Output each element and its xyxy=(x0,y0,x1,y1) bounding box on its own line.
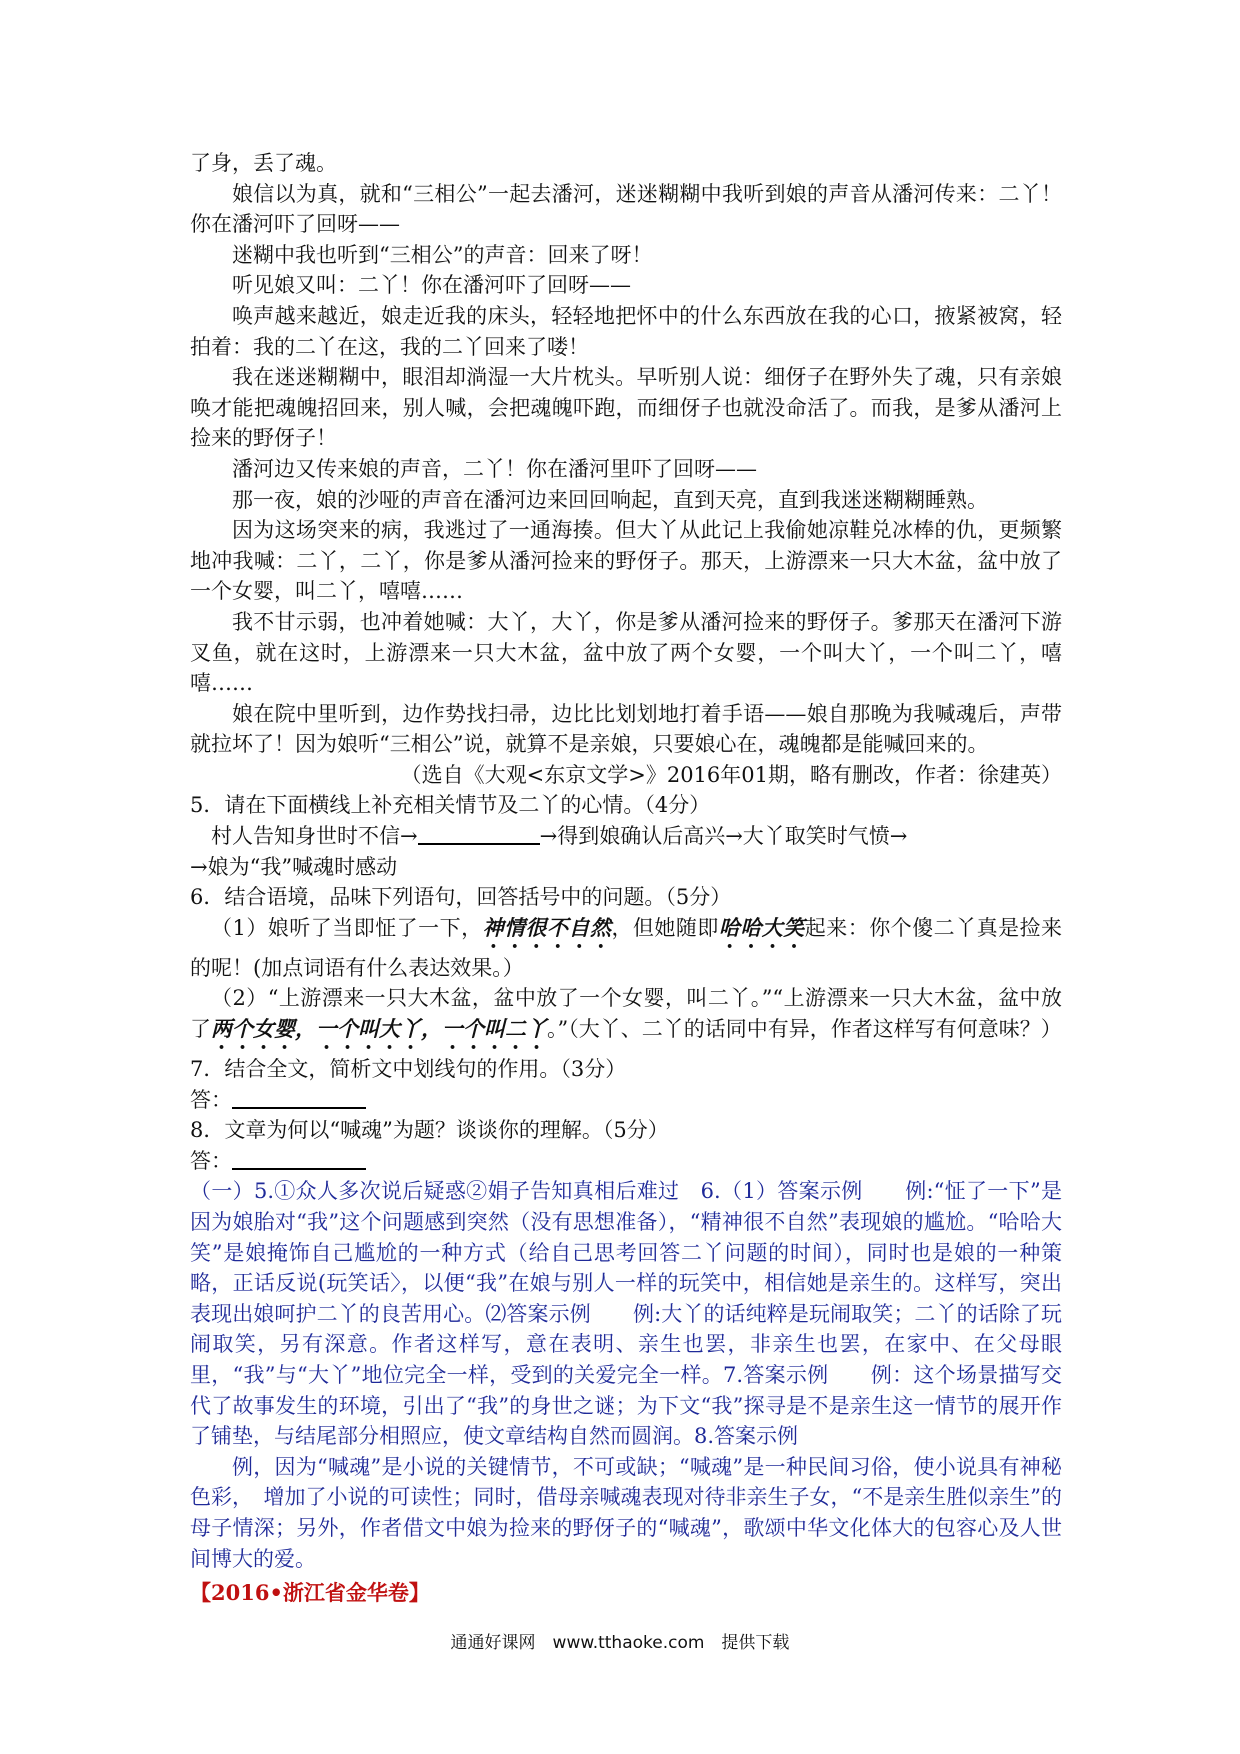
answer-blank[interactable] xyxy=(232,1087,366,1109)
story-paragraph: 迷糊中我也听到“三相公”的声音：回来了呀！ xyxy=(232,242,653,267)
question-5-line xyxy=(190,821,1062,852)
story-paragraph: 娘信以为真，就和“三相公”一起去潘河，迷迷糊糊中我听到娘的声音从潘河传来：二丫！你在潘河吓了回呀—— xyxy=(190,181,1062,237)
story-paragraph: 那一夜，娘的沙哑的声音在潘河边来回回响起，直到天亮，直到我迷迷糊糊睡熟。 xyxy=(232,487,988,512)
story-paragraph: 潘河边又传来娘的声音，二丫！你在潘河里吓了回呀—— xyxy=(232,456,757,481)
answer-block: 例，因为“喊魂”是小说的关键情节，不可或缺；“喊魂”是一种民间习俗，使小说具有神秘色彩， 增加了小说的可读性；同时，借母亲喊魂表现对待非亲生子女，“不是亲生胜似亲生”的母子情深；另外，作者借文中娘为捡来的野伢子的“喊魂”，歌颂中华文化体大的包容心及人世间博大的爱。 xyxy=(190,1454,1062,1571)
question-8: 8．文章为何以“喊魂”为题？谈谈你的理解。（5分） xyxy=(190,1118,669,1143)
story-paragraph: 娘在院中里听到，边作势找扫帚，边比比划划地打着手语——娘自那晚为我喊魂后，声带就拉坏了！因为娘听“三相公”说，就算不是亲娘，只要娘心在，魂魄都是能喊回来的。 xyxy=(190,701,1062,757)
story-paragraph: 我不甘示弱，也冲着她喊：大丫，大丫，你是爹从潘河捡来的野伢子。爹那天在潘河下游叉鱼，就在这时，上游漂来一只大木盆，盆中放了两个女婴，一个叫大丫，一个叫二丫，嘻嘻…… xyxy=(190,609,1062,696)
question-6-2 xyxy=(190,983,1062,1054)
answer-blank[interactable] xyxy=(418,823,540,845)
q6-2-text: 。”（大丫、二丫的话同中有异，作者这样写有何意味？） xyxy=(547,1017,1062,1042)
citation: （选自《大观<东京文学>》2016年01期，略有删改，作者：徐建英） xyxy=(400,762,1062,787)
story-paragraph: 因为这场突来的病，我逃过了一通海揍。但大丫从此记上我偷她凉鞋兑冰棒的仇，更频繁地冲我喊：二丫，二丫，你是爹从潘河捡来的野伢子。那天，上游漂来一只大木盆，盆中放了一个女婴，叫二丫，嘻嘻…… xyxy=(190,518,1062,604)
emphasis-phrase: 哈哈大笑 xyxy=(718,914,805,940)
emphasis-phrase: 神情很不自然 xyxy=(482,914,612,940)
answer-label: 答： xyxy=(190,1148,232,1173)
q5-text-c: →娘为“我”喊魂时感动 xyxy=(190,854,398,879)
source-tag: 【2016•浙江省金华卷】 xyxy=(190,1580,430,1606)
story-paragraph: 我在迷迷糊糊中，眼泪却淌湿一大片枕头。早听别人说：细伢子在野外失了魂，只有亲娘唤才能把魂魄招回来，别人喊，会把魂魄吓跑，而细伢子也就没命活了。而我，是爹从潘河上捡来的野伢子！ xyxy=(190,365,1062,451)
answer-blank[interactable] xyxy=(232,1148,366,1170)
q6-2-text: （2）“上游漂来一只大木盆，盆中放了一个女婴，叫二丫。”“上游漂来一只大木盆，盆中放了 xyxy=(190,986,1062,1042)
q6-1-text: 起来：你个傻二丫真是捡来的呢！(加点词语有什么表达效果。） xyxy=(190,915,1063,980)
emphasis-phrase: 两个女婴，一个叫大丫，一个叫二丫 xyxy=(211,1016,547,1042)
answer-key xyxy=(190,1176,1062,1574)
question-7: 7．结合全文，简析文中划线句的作用。（3分） xyxy=(190,1057,627,1082)
story-paragraph: 听见娘又叫：二丫！你在潘河吓了回呀—— xyxy=(232,273,631,298)
q6-1-text: （1）娘听了当即怔了一下， xyxy=(211,915,483,940)
document-body xyxy=(190,148,1062,1609)
page-footer: 通通好课网 www.tthaoke.com 提供下载 xyxy=(450,1633,790,1653)
answer-label: 答： xyxy=(190,1087,232,1112)
question-6-1 xyxy=(190,913,1062,984)
answer-block: （一）5.①众人多次说后疑惑②娟子告知真相后难过 6.（1）答案示例 例:“怔了一下”是因为娘胎对“我”这个问题感到突然（没有思想准备），“精神很不自然”表现娘的尴尬。“哈哈大笑”是娘掩饰自己尴尬的一种方式（给自己思考回答二丫问题的时间），同时也是娘的一种策略，正话反说(玩笑话〉，以便“我”在娘与别人一样的玩笑中，相信她是亲生的。这样写，突出表现出娘呵护二丫的良苦用心。⑵答案示例 例:大丫的话纯粹是玩闹取笑；二丫的话除了玩闹取笑，另有深意。作者这样写，意在表明、亲生也罢，非亲生也罢，在家中、在父母眼里，“我”与“大丫”地位完全一样，受到的关爱完全一样。7.答案示例 例：这个场景描写交代了故事发生的环境，引出了“我”的身世之谜；为下文“我”探寻是不是亲生这一情节的展开作了铺垫，与结尾部分相照应，使文章结构自然而圆润。8.答案示例 xyxy=(190,1179,1062,1449)
question-6: 6．结合语境，品味下列语句，回答括号中的问题。（5分） xyxy=(190,885,732,910)
q6-1-text: ，但她随即 xyxy=(611,915,719,940)
q5-text-b: →得到娘确认后高兴→大丫取笑时气愤→ xyxy=(539,824,908,849)
story-paragraph: 了身，丢了魂。 xyxy=(190,151,337,175)
story-paragraph: 唤声越来越近，娘走近我的床头，轻轻地把怀中的什么东西放在我的心口，掖紧被窝，轻拍着：我的二丫在这，我的二丫回来了喽！ xyxy=(190,303,1062,359)
answer-line xyxy=(190,1146,1062,1177)
q5-text-a: 村人告知身世时不信→ xyxy=(211,824,418,849)
question-5: 5．请在下面横线上补充相关情节及二丫的心情。（4分） xyxy=(190,793,711,818)
answer-line xyxy=(190,1085,1062,1116)
